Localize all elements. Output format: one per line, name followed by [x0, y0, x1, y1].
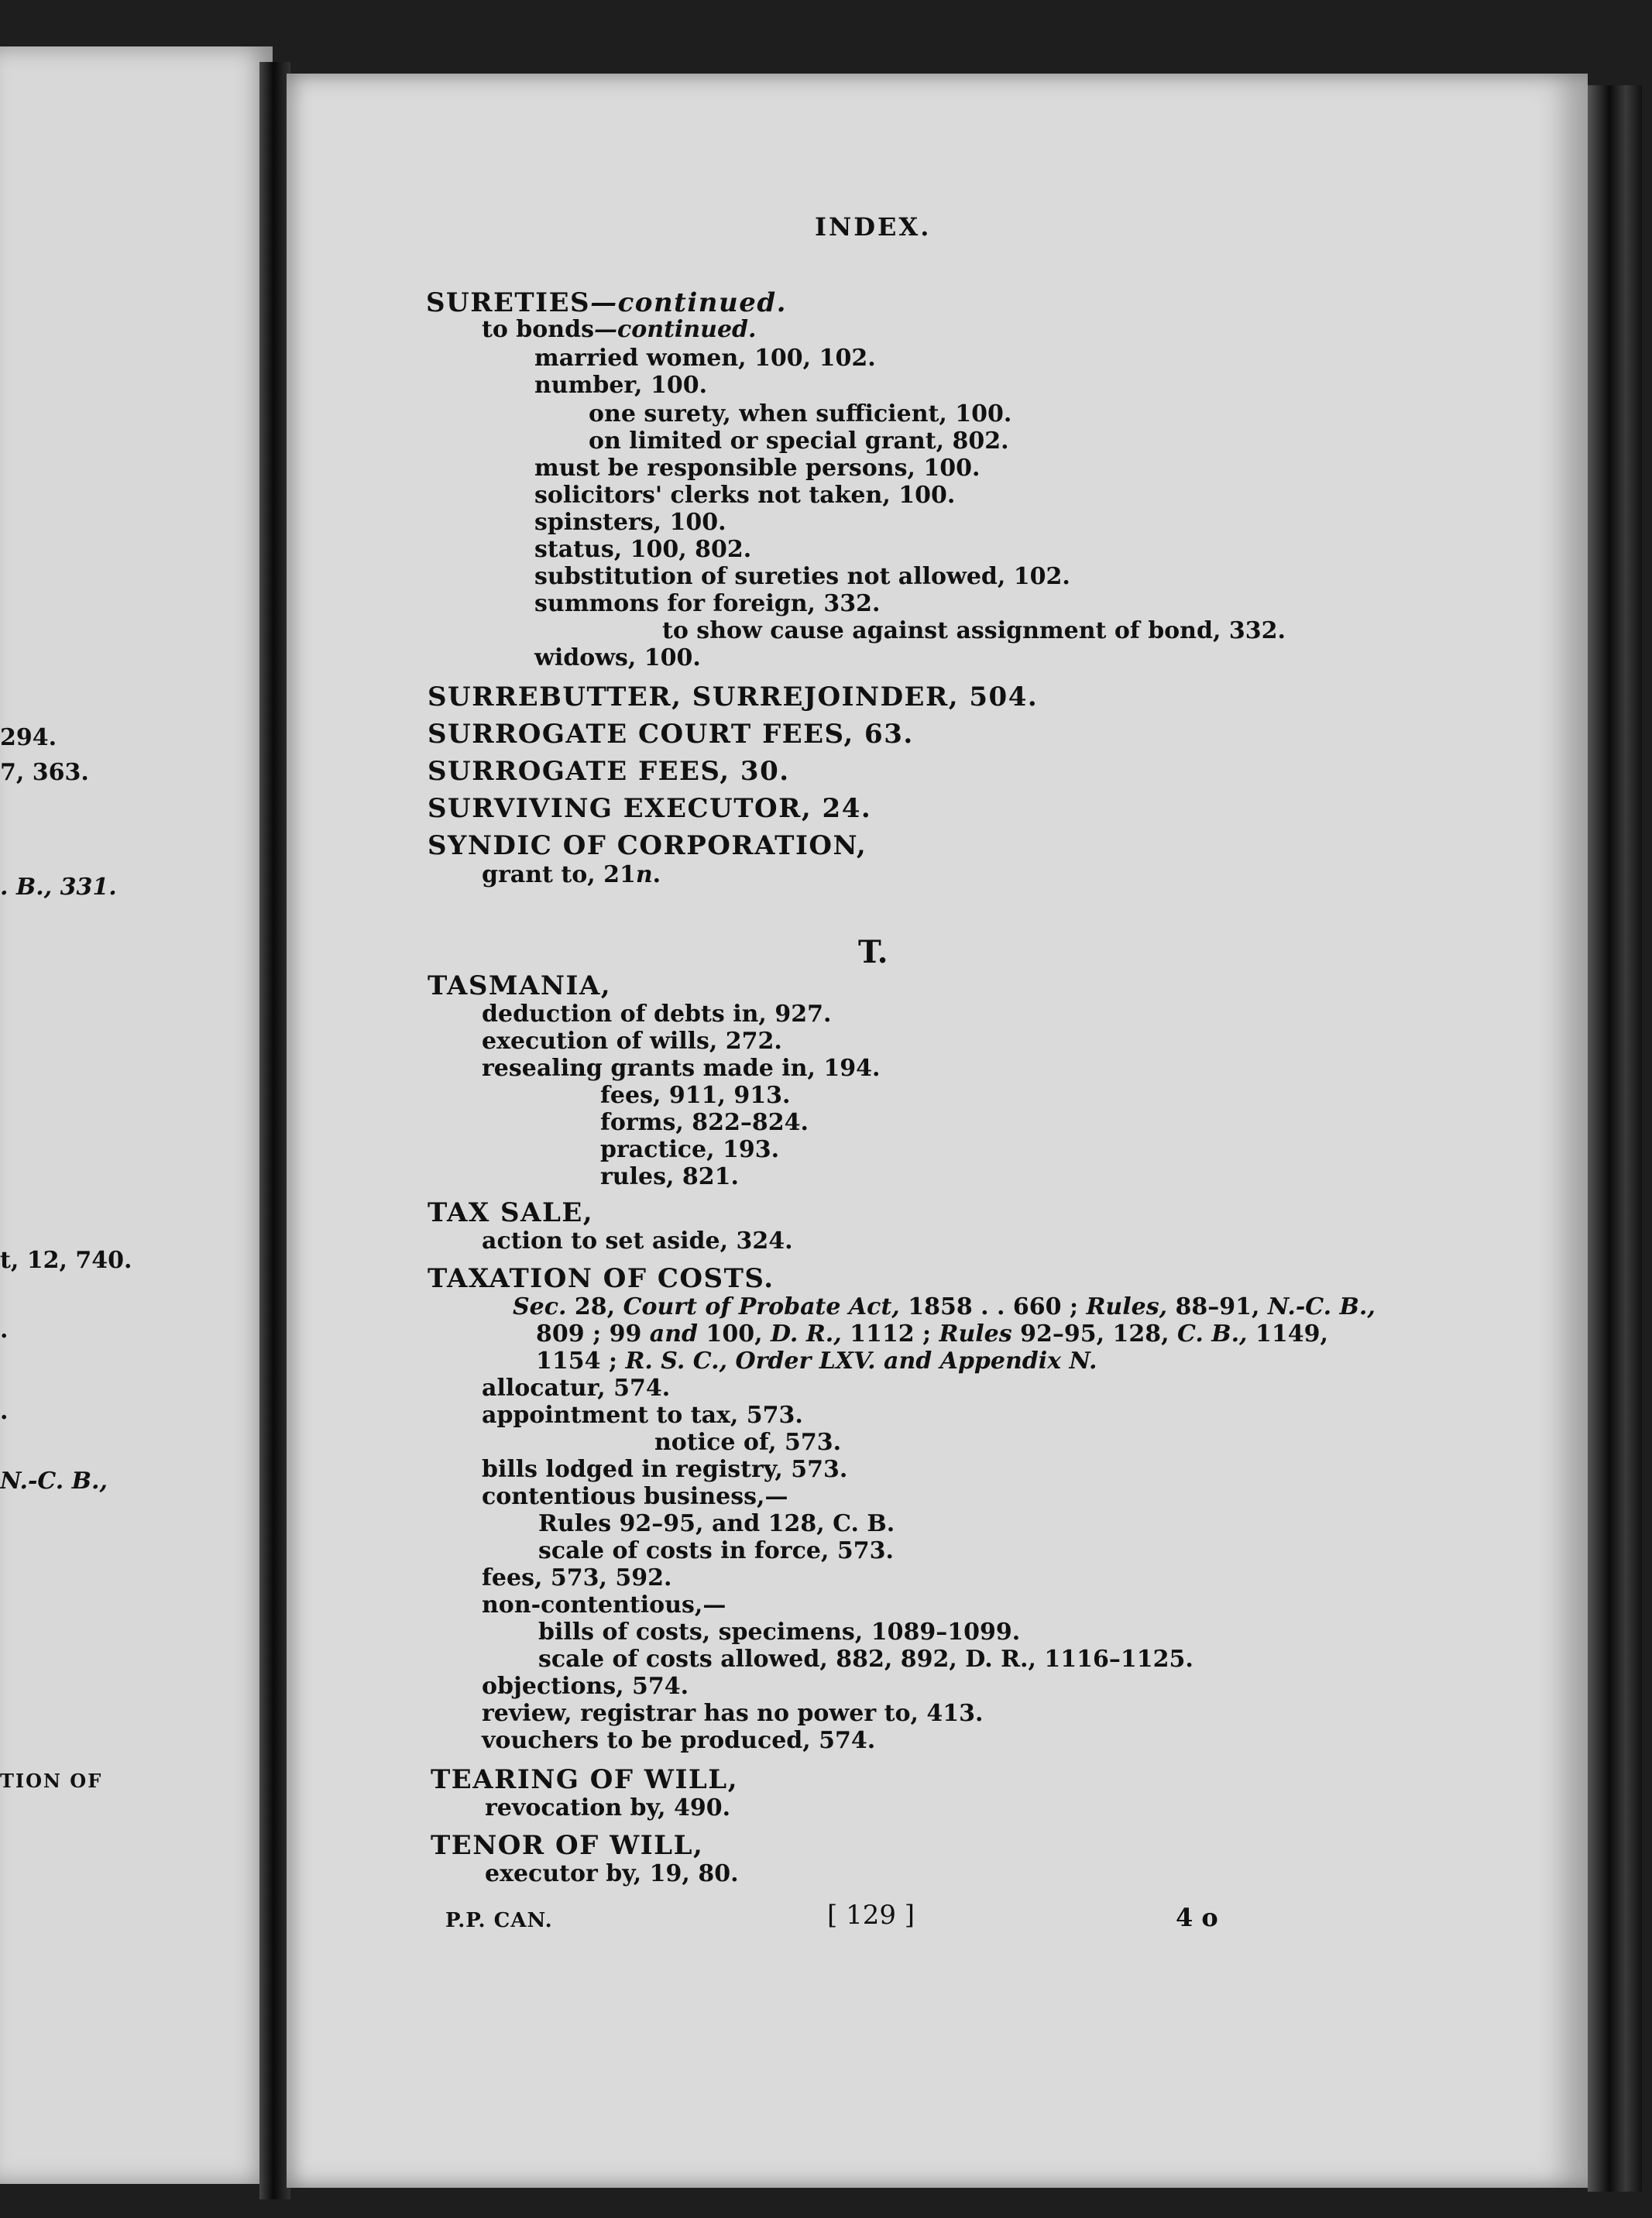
entry-text: bills of costs, specimens, 1089–1099. [538, 1619, 1021, 1646]
entry-text: SURVIVING EXECUTOR, 24. [428, 793, 872, 824]
index-subentry [662, 617, 1286, 645]
left-fragment: . [0, 1398, 9, 1425]
entry-text: TAX SALE, [428, 1197, 594, 1228]
section-letter: T. [858, 934, 888, 970]
entry-text: TAXATION OF COSTS. [428, 1263, 774, 1294]
index-subentry [482, 1483, 788, 1511]
book-spine [259, 62, 290, 2199]
index-subentry [534, 455, 980, 482]
entry-text: forms, 822–824. [600, 1109, 809, 1136]
index-subentry [482, 1375, 670, 1403]
entry-text: 88–91, [1167, 1293, 1268, 1320]
page-number: [ 129 ] [827, 1900, 915, 1931]
left-fragment: . [0, 1317, 9, 1344]
index-subentry [482, 316, 756, 344]
entry-text: Rules, [1086, 1293, 1168, 1320]
entry-text: 92–95, 128, [1011, 1320, 1178, 1348]
entry-text: spinsters, 100. [534, 509, 726, 536]
index-heading [428, 1265, 774, 1293]
entry-text: SURROGATE FEES, 30. [428, 756, 790, 787]
index-subentry [482, 1700, 983, 1728]
index-subentry [482, 1028, 782, 1056]
entry-text: 1149, [1247, 1320, 1328, 1348]
entry-text: Rules 92–95, and 128, C. B. [538, 1510, 895, 1537]
entry-text: notice of, 573. [654, 1429, 842, 1456]
entry-text: grant to, 21 [482, 861, 636, 888]
index-heading [428, 795, 871, 822]
index-page [287, 74, 1588, 2188]
entry-text: status, 100, 802. [534, 536, 752, 563]
index-subentry [534, 536, 751, 564]
entry-text: R. S. C., Order LXV. and Appendix N. [625, 1348, 1097, 1375]
index-subentry [485, 1794, 730, 1822]
index-subentry [482, 1001, 831, 1028]
index-subentry [600, 1136, 779, 1164]
entry-text: widows, 100. [534, 644, 701, 671]
entry-text: review, registrar has no power to, 413. [482, 1700, 984, 1727]
entry-text: D. R., [770, 1320, 842, 1348]
entry-text: TASMANIA, [428, 970, 612, 1001]
entry-text: execution of wills, 272. [482, 1028, 782, 1055]
entry-text: SYNDIC OF CORPORATION, [428, 830, 867, 861]
left-fragment: N.-C. B., [0, 1468, 108, 1495]
index-heading [426, 289, 787, 317]
entry-text: rules, 821. [600, 1163, 739, 1190]
entry-text: to show cause against assignment of bond, 332. [662, 617, 1286, 644]
entry-text: married women, 100, 102. [534, 345, 876, 372]
index-subentry [482, 1402, 803, 1430]
entry-text: —continued. [593, 316, 757, 343]
index-heading [428, 720, 914, 748]
entry-text: fees, 573, 592. [482, 1564, 672, 1591]
entry-text: bills lodged in registry, 573. [482, 1456, 848, 1483]
entry-text: N.-C. B., [1267, 1293, 1376, 1320]
entry-text: —continued. [590, 287, 787, 318]
index-subentry [485, 1860, 739, 1888]
index-subentry [536, 1320, 1328, 1348]
entry-text: executor by, 19, 80. [485, 1860, 739, 1887]
entry-text: Rules [939, 1320, 1012, 1348]
index-heading [428, 757, 790, 785]
index-heading [431, 1766, 738, 1794]
index-subentry [589, 427, 1009, 455]
entry-text: scale of costs in force, 573. [538, 1537, 894, 1564]
entry-text: vouchers to be produced, 574. [482, 1727, 876, 1754]
index-subentry [534, 644, 701, 672]
entry-text: on limited or special grant, 802. [589, 427, 1009, 455]
page-edge-shadow [1588, 85, 1642, 2192]
entry-text: 28, [566, 1293, 623, 1320]
entry-text: 1112 ; [841, 1320, 939, 1348]
entry-text: TEARING OF WILL, [431, 1764, 739, 1795]
entry-text: SURROGATE COURT FEES, 63. [428, 719, 914, 750]
index-subentry [482, 1564, 671, 1592]
index-heading [428, 1199, 593, 1227]
entry-text: and [649, 1320, 699, 1348]
entry-text: n [635, 861, 653, 888]
index-subentry [589, 400, 1011, 428]
index-subentry [534, 482, 955, 510]
entry-text: C. B., [1177, 1320, 1248, 1348]
index-subentry [482, 1727, 875, 1755]
index-subentry [536, 1348, 1097, 1375]
index-heading [428, 972, 611, 1000]
index-subentry [513, 1293, 1376, 1321]
index-subentry [538, 1619, 1020, 1646]
entry-text: . [652, 861, 661, 888]
entry-text: 1858 . . 660 ; [899, 1293, 1087, 1320]
entry-text: action to set aside, 324. [482, 1227, 793, 1255]
entry-text: SURREBUTTER, SURREJOINDER, 504. [428, 682, 1039, 712]
entry-text: allocatur, 574. [482, 1375, 671, 1402]
index-heading [428, 683, 1038, 711]
entry-text: non-contentious,— [482, 1591, 726, 1619]
entry-text: substitution of sureties not allowed, 102. [534, 563, 1070, 590]
index-subentry [482, 1227, 793, 1255]
entry-text: deduction of debts in, 927. [482, 1001, 832, 1028]
left-fragment: . B., 331. [0, 874, 117, 901]
entry-text: must be responsible persons, 100. [534, 455, 981, 482]
index-subentry [534, 590, 880, 618]
index-subentry [538, 1537, 894, 1565]
index-subentry [600, 1082, 790, 1110]
left-fragment: 294. [0, 724, 57, 751]
footer-mark: 4 o [1176, 1903, 1218, 1932]
entry-text: revocation by, 490. [485, 1794, 731, 1821]
entry-text: SURETIES [426, 287, 591, 318]
index-subentry [482, 1591, 726, 1619]
index-subentry [482, 1673, 689, 1701]
entry-text: one surety, when sufficient, 100. [589, 400, 1012, 427]
index-subentry [482, 1055, 880, 1083]
index-subentry [482, 861, 661, 889]
index-heading [431, 1832, 703, 1859]
entry-text: 809 ; 99 [536, 1320, 650, 1348]
entry-text: to bonds [482, 316, 594, 343]
entry-text: fees, 911, 913. [600, 1082, 791, 1109]
left-fragment: t, 12, 740. [0, 1247, 132, 1274]
entry-text: resealing grants made in, 194. [482, 1055, 881, 1082]
entry-text: appointment to tax, 573. [482, 1402, 803, 1429]
entry-text: Court of Probate Act, [623, 1293, 900, 1320]
entry-text: summons for foreign, 332. [534, 590, 881, 617]
entry-text: practice, 193. [600, 1136, 780, 1163]
entry-text: 1154 ; [536, 1348, 626, 1375]
page-title: INDEX. [815, 212, 932, 242]
index-subentry [538, 1646, 1193, 1674]
index-subentry [534, 563, 1070, 591]
entry-text: TENOR OF WILL, [431, 1830, 704, 1861]
index-subentry [534, 372, 707, 400]
entry-text: scale of costs allowed, 882, 892, D. R., 1116–1125. [538, 1646, 1193, 1673]
entry-text: 100, [698, 1320, 771, 1348]
entry-text: solicitors' clerks not taken, 100. [534, 482, 956, 509]
entry-text: contentious business,— [482, 1483, 788, 1510]
left-fragment: 7, 363. [0, 759, 89, 786]
index-subentry [600, 1163, 739, 1191]
footer-signature: P.P. CAN. [445, 1909, 553, 1932]
index-heading [428, 832, 867, 860]
index-subentry [600, 1109, 809, 1137]
entry-text: Sec. [513, 1293, 567, 1320]
index-subentry [534, 345, 876, 373]
index-subentry [654, 1429, 841, 1457]
left-page [0, 46, 273, 2184]
entry-text: objections, 574. [482, 1673, 689, 1700]
left-fragment: TION OF [0, 1770, 103, 1792]
index-subentry [482, 1456, 847, 1484]
index-subentry [538, 1510, 895, 1538]
index-subentry [534, 509, 726, 537]
entry-text: number, 100. [534, 372, 708, 399]
